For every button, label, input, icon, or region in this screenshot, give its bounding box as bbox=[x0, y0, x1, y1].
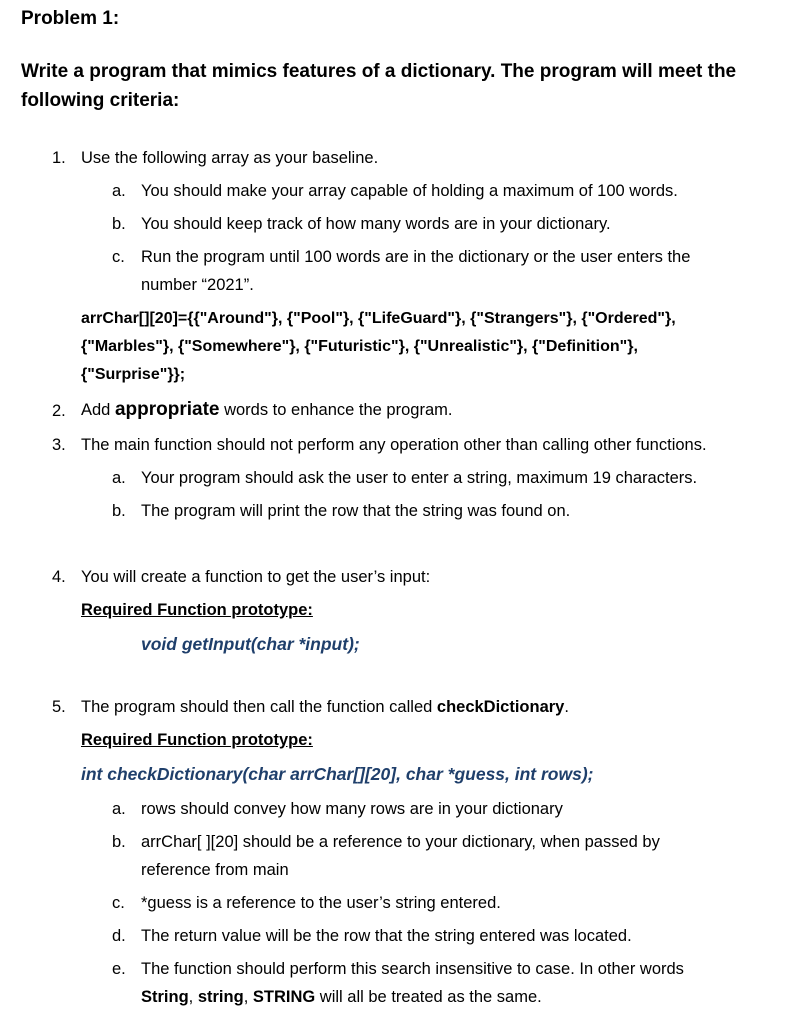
item-5a-letter: a. bbox=[112, 800, 126, 818]
array-code-line-3: {"Surprise"}}; bbox=[81, 366, 186, 383]
item-1a-letter: a. bbox=[112, 182, 126, 200]
item-3a-letter: a. bbox=[112, 469, 126, 487]
intro-line-1: Write a program that mimics features of a dictionary. The program will meet the bbox=[21, 61, 737, 82]
get-input-prototype: void getInput(char *input); bbox=[141, 634, 360, 654]
item-1-number: 1. bbox=[52, 149, 66, 167]
item-5b-text-cont: reference from main bbox=[141, 861, 289, 879]
item-3a-text: Your program should ask the user to enter a string, maximum 19 characters. bbox=[141, 469, 698, 487]
item-3b-text: The program will print the row that the string was found on. bbox=[141, 502, 571, 520]
item-5d-letter: d. bbox=[112, 927, 126, 945]
item-4-number: 4. bbox=[52, 568, 66, 586]
array-code-line-1: arrChar[][20]={{"Around"}, {"Pool"}, {"LifeGuard"}, {"Strangers"}, {"Ordered"}, bbox=[81, 310, 676, 327]
array-code-line-2: {"Marbles"}, {"Somewhere"}, {"Futuristic"}, {"Unrealistic"}, {"Definition"}, bbox=[81, 338, 638, 355]
item-1c-letter: c. bbox=[112, 248, 125, 266]
item-5-text: The program should then call the function called checkDictionary. bbox=[81, 698, 569, 716]
item-3b-letter: b. bbox=[112, 502, 126, 520]
item-5c-text: *guess is a reference to the user’s string entered. bbox=[141, 894, 501, 912]
item-1a-text: You should make your array capable of holding a maximum of 100 words. bbox=[141, 182, 678, 200]
item-1b-text: You should keep track of how many words are in your dictionary. bbox=[141, 215, 611, 233]
item-5-required-label: Required Function prototype: bbox=[81, 731, 313, 749]
item-4-required-label: Required Function prototype: bbox=[81, 601, 313, 619]
item-3-text: The main function should not perform any operation other than calling other functions. bbox=[81, 436, 707, 454]
item-4-text: You will create a function to get the user’s input: bbox=[81, 568, 431, 586]
item-5-number: 5. bbox=[52, 698, 66, 716]
item-1-text: Use the following array as your baseline. bbox=[81, 149, 379, 167]
item-2-text: Add appropriate words to enhance the program. bbox=[81, 399, 453, 420]
check-dictionary-name: checkDictionary bbox=[436, 698, 565, 716]
page-title: Problem 1: bbox=[21, 8, 120, 29]
item-2-number: 2. bbox=[52, 402, 66, 420]
item-1c-text-cont: number “2021”. bbox=[141, 276, 254, 294]
item-5b-text: arrChar[ ][20] should be a reference to your dictionary, when passed by bbox=[141, 833, 660, 851]
item-5e-text: The function should perform this search insensitive to case. In other words bbox=[141, 960, 684, 978]
item-2-bold-word: appropriate bbox=[114, 399, 220, 420]
item-1c-text: Run the program until 100 words are in the dictionary or the user enters the bbox=[141, 248, 691, 266]
item-5b-letter: b. bbox=[112, 833, 126, 851]
item-1b-letter: b. bbox=[112, 215, 126, 233]
item-5a-text: rows should convey how many rows are in your dictionary bbox=[141, 800, 563, 818]
intro-line-2: following criteria: bbox=[21, 90, 180, 111]
check-dictionary-prototype: int checkDictionary(char arrChar[][20], char *guess, int rows); bbox=[81, 764, 594, 784]
item-3-number: 3. bbox=[52, 436, 66, 454]
item-5c-letter: c. bbox=[112, 894, 125, 912]
item-5e-text-cont: String, string, STRING will all be treated as the same. bbox=[141, 988, 542, 1006]
item-5e-letter: e. bbox=[112, 960, 126, 978]
item-5d-text: The return value will be the row that the string entered was located. bbox=[141, 927, 632, 945]
